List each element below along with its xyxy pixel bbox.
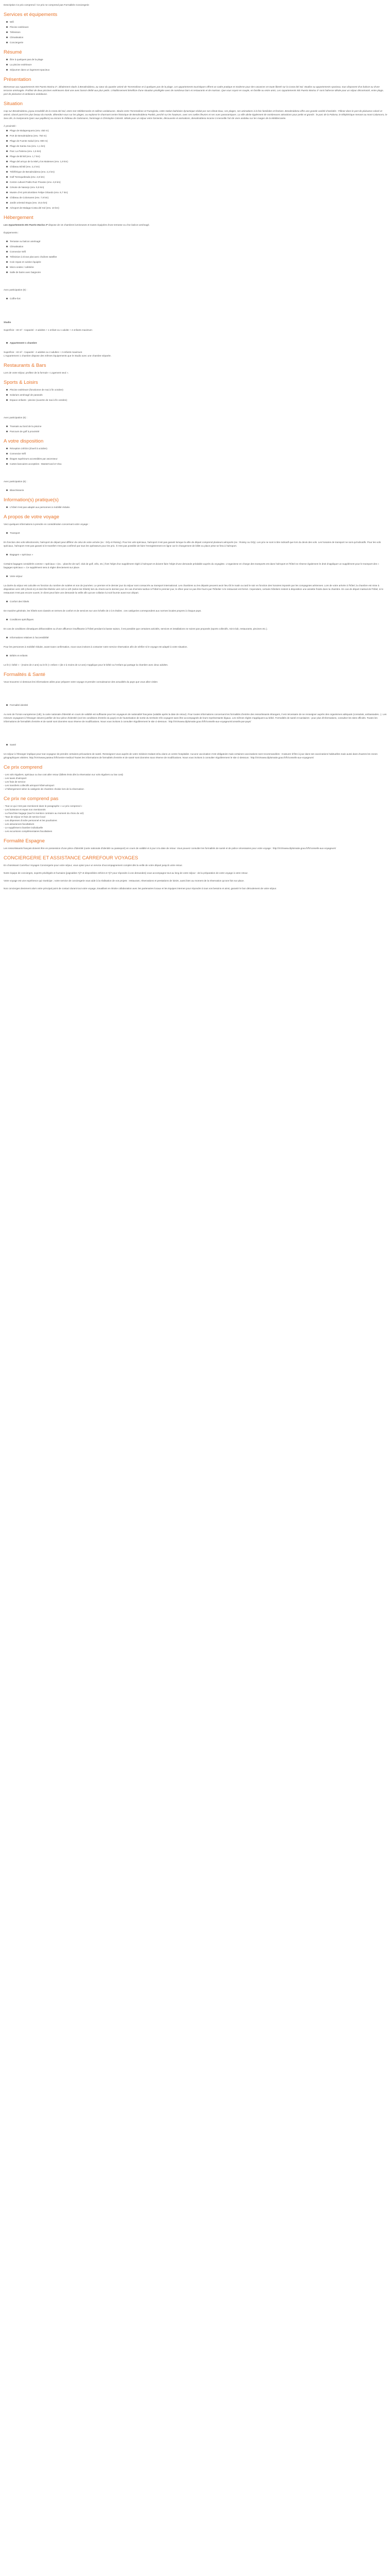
list-item: Piscine extérieure xyxy=(10,25,387,29)
section-info-pratique xyxy=(4,497,387,509)
section-conciergerie xyxy=(4,855,387,890)
list-item: Cartes bancaires acceptées : MasterCard et Visa xyxy=(10,462,387,466)
list-item: Wifi xyxy=(10,20,387,24)
restaurants-text: Lors de votre séjour, profitez de la formule « Logement seul ». xyxy=(4,371,69,374)
sejour-text: La durée du séjour est calculée en fonction du nombre de nuitées et non de journées. Le premier et le dernier jour du séjour sont consacrés au transport international. Les chambres ou les départs peuvent avoir lieu tôt le matin ou tard le soir en fonction des horaires imposés par les compagnies aériennes. Lors de votre arrivée à l'hôtel, la chambre est mise à disposition vers 15h (check-in) et doit être libérée vers 11h à 12h (selon les hôtels) lors du check-out le dernier jour. En cas d'arrivée tardive à l'hôtel le premier jour, le dîner peut ne pas être fourni par l'hôtelier ni le restaurant est fermé. Cependant, certains hôteliers restent à disposition une assiette froide dans la chambre. En cas de départ matinal de l'hôtel, si le restaurant n'est pas encore ouvert, le client peut faire une demande la veille afin qu'une collation lui soit fournie avant son départ. xyxy=(4,584,384,594)
disposition-list xyxy=(4,447,387,466)
formalites-intro: Vous trouverez ci-dessous les informations utiles pour préparer votre voyage et prendre connaissance des actualités du pays que vous allez visiter. xyxy=(4,681,158,683)
info-pratique-list xyxy=(4,505,387,509)
list-item: Transats au bord de la piscine xyxy=(10,425,387,428)
list-item: Plage de Santa Ana (env. 1,1 km) xyxy=(10,144,387,148)
situation-title: Situation xyxy=(4,101,23,107)
ne-comprend-line: - Tout ce qui n'est pas mentionné dans le paragraphe « Le prix comprend » xyxy=(4,805,83,807)
list-item: La piscine extérieure xyxy=(10,63,387,66)
ne-comprend-line: - Les assurances facultatives xyxy=(4,823,35,825)
avec-participation-label: Avec participation (€) : xyxy=(4,416,27,419)
list-item: Réception 24h/24 (d'avril à octobre) xyxy=(10,447,387,450)
section-ce-prix-ne-comprend-pas xyxy=(4,796,387,833)
accessibilite-heading: Informations relatives à l'accessibilité xyxy=(10,636,387,639)
transport-heading-list xyxy=(4,531,387,535)
list-item: Golf Torrequebrada (env. 4,8 km) xyxy=(10,175,387,179)
section-resume xyxy=(4,49,387,72)
comprend-line: - Les vols réguliers, spéciaux ou low cost aller retour (billets émis dès la réservation sur vols réguliers ou low cost) xyxy=(4,773,123,776)
hebergement-title: Hébergement xyxy=(4,215,34,221)
conciergerie-p3: Votre voyage est une expérience qui s'anticipe ; notre service de conciergerie vous aide à la réalisation de vos projets : restaurant, réservations et prestations de loisirs, aussi bien au moment de la réservation qu'une fois sur place. xyxy=(4,879,245,882)
conditions-heading-list xyxy=(4,618,387,621)
restaurants-title: Restaurants & Bars xyxy=(4,363,46,368)
sante-heading: Santé xyxy=(10,743,387,747)
conciergerie-p2: Notre équipe de concierges, experts privilégiés et humains (joignables 7j/7 et disponibles 24h/24 et 7j/7 pour répondre à vos demandes) vous accompagne tout au long de votre séjour : de la préparation de votre voyage à votre retour. xyxy=(4,872,248,874)
sejour-heading-list xyxy=(4,574,387,578)
services-list xyxy=(4,20,387,44)
conciergerie-p1: En choisissant Carrefour Voyages Conciergerie pour votre séjour, vous optez pour un service d'accompagnement complet dès la veille de votre départ jusqu'à votre retour. xyxy=(4,864,183,867)
bagages-heading: Bagages « spéciaux » xyxy=(10,553,387,556)
list-item: Jardin oriental Stupa (env. 15,5 km) xyxy=(10,201,387,205)
bebes-heading-list xyxy=(4,654,387,657)
list-item: Château Bil Bil (env. 2,2 km) xyxy=(10,165,387,168)
accessibilite-text: Pour les personnes à mobilité réduite, avant toute confirmation, nous vous invitons à contacter notre service réservation afin de vérifier si le voyage est adapté à votre situation. xyxy=(4,646,188,648)
list-item: Télévision à écran plat avec chaînes satellite xyxy=(10,255,387,259)
ne-comprend-line: - Taxe de séjour et frais de service local xyxy=(4,816,45,818)
identite-heading-list xyxy=(4,703,387,707)
resume-list xyxy=(4,58,387,72)
disposition-payant-list xyxy=(4,488,387,492)
page-content xyxy=(4,3,387,895)
intro-links[interactable]: Description Ce prix comprend / Ce prix ne comprend pas Formalités Conciergerie xyxy=(4,4,89,6)
list-item: Plage de Bil Bil (env. 1,7 km) xyxy=(10,155,387,158)
info-pratique-title: Information(s) pratique(s) xyxy=(4,497,59,503)
list-item: Château de Colomares (env. 7,9 km) xyxy=(10,196,387,199)
sejour-heading: Votre séjour xyxy=(10,574,387,578)
confort-heading: Confort des hôtels xyxy=(10,600,387,603)
nearby-list xyxy=(4,129,387,210)
bebes-heading: Bébés et enfants xyxy=(10,654,387,657)
sports-title: Sports & Loisirs xyxy=(4,380,38,385)
bebes-text: Le lit (« bébé » - (moins de 2 ans) ou le lit (« enfant » (de 2 à moins de 12 ans) n'applique pour le bébé ou l'enfant qui partage la chambre avec deux adultes. xyxy=(4,664,168,666)
ce-prix-comprend-title: Ce prix comprend xyxy=(4,765,42,770)
accessibilite-heading-list xyxy=(4,636,387,639)
ne-comprend-line: - Le supplément chambre individuelle xyxy=(4,826,43,829)
confort-heading-list xyxy=(4,600,387,603)
confort-text: De manière générale, les hôtels sont classés en termes de confort et de services sur une échelle de 2 à 5 étoiles ; ces catégories correspondent aux normes locales propres à chaque pays. xyxy=(4,609,202,612)
ne-comprend-pas-title: Ce prix ne comprend pas xyxy=(4,796,59,802)
list-item: Séjourner dans un logement spacieux xyxy=(10,68,387,72)
nearby-intro: À proximité : xyxy=(4,125,17,127)
formalite-espagne-title: Formalité Espagne xyxy=(4,838,45,844)
list-item: Salle de bains avec baignoire xyxy=(10,270,387,274)
section-ce-prix-comprend xyxy=(4,765,387,791)
studio-text: Superficie : 33 m² - Capacité : 2 adultes + 1 enfant ou 1 adulte + 2 enfants maximum xyxy=(4,329,92,331)
sports-payant-list xyxy=(4,425,387,433)
ne-comprend-line: - Les dépenses d'ordre personnel et les pourboires xyxy=(4,819,57,822)
avec-participation-label: Avec participation (€) : xyxy=(4,480,27,483)
a-propos-title: A propos de votre voyage xyxy=(4,514,59,520)
sports-list xyxy=(4,388,387,402)
list-item: Plage de Malapesquera (env. 450 m) xyxy=(10,129,387,132)
services-title: Services et équipements xyxy=(4,12,58,18)
disposition-title: A votre disposition xyxy=(4,438,44,444)
conditions-text: En cas de conditions climatiques défavorables ou d'une affluence insuffisante à l'hôtel pendant la basse saison, il est possible que certaines activités, services et installations ne soient pas proposés (sports collectifs, mini-club, restaurants, piscines etc.). xyxy=(4,628,268,630)
section-a-propos xyxy=(4,514,387,667)
appart-list xyxy=(4,341,387,345)
ne-comprend-line: - La franchise bagage (sauf si mention contraire au moment du choix du vol) xyxy=(4,812,84,815)
list-item: Aéroport de Malaga-Costa del Sol (env. 10 km) xyxy=(10,206,387,210)
avec-participation-label: Avec participation (€) : xyxy=(4,289,27,291)
sante-heading-list xyxy=(4,743,387,747)
transport-heading: Transport xyxy=(10,531,387,535)
list-item: Blanchisserie xyxy=(10,488,387,492)
identite-heading: Formalité identité xyxy=(10,703,387,707)
list-item: Micro-ondes / cafetière xyxy=(10,265,387,269)
list-item: Télévision xyxy=(10,30,387,34)
list-item: Espace enfants : piscine (ouverte de mai à fin octobre) xyxy=(10,398,387,402)
transport-text: En fonction des vols sélectionnés, l'aéroport de départ peut différer de celui de votre arrivée (ex : Orly et Roissy). Pour les vols spéciaux, l'aéroport n'est pas garanti lorsque la ville de départ comprend plusieurs aéroports (ex : Roissy ou Orly). Les prix ne sont à titre indicatif que lors du devis des vols. Les horaires de transport ne sont qu'indicatifs. Pour les vols spéciaux, l'aéroport n'est pas garanti si le transfert n'est pas confirmé par tous les opérateurs pour les prix. Il n'est pas possible de faire l'enregistrement en ligne car le changement de billet ou place prise se fera à l'aéroport. xyxy=(4,541,381,547)
list-item: Musée d'Art précolombien Felipe Orlando (env. 6,7 km) xyxy=(10,191,387,194)
list-item: Climatisation xyxy=(10,245,387,248)
resume-title: Résumé xyxy=(4,49,22,55)
formalites-sante-title: Formalités & Santé xyxy=(4,672,45,677)
payant-list xyxy=(4,297,387,300)
list-item: Solarium aménagé de parasols xyxy=(10,393,387,397)
identite-text: Au sein de l'Union européenne (UE), la carte nationale d'identité en cours de validité est suffisante pour les voyageurs de nationalité française (valable après la date de retour). Pour toutes informations concernant les formalités d'entrée des ressortissants étrangers, il est nécessaire de se renseigner auprès des organismes adéquats (consulats, ambassades...). Les mineurs voyageant à l'étranger doivent justifier de leur pièce d'identité (voir les conditions d'entrée du pays) et de l'autorisation de sortie du territoire s'ils voyagent sans être accompagnés de leurs représentants légaux. Les mêmes règles s'appliquent au bébé. Formalités de santé et sanitaires : pour plus d'informations, consultez les sites officiels. Toutes les informations de formalités d'entrée et de santé sont données sous réserve de modifications. Nous vous invitons à consulter régulièrement le site ci-dessous : http://XXXwww.diplomatie.gouv.fr/fr/conseils-aux-voyageurs/conseils-par-pays/ xyxy=(4,713,387,723)
section-formalite-espagne xyxy=(4,838,387,850)
list-item: Étages supérieurs accessibles par ascenseur xyxy=(10,457,387,461)
list-item: Centre culturel Pablo Ruiz Picasso (env. 4,8 km) xyxy=(10,180,387,184)
section-hebergement xyxy=(4,215,387,358)
list-item: Port de Benalmádena (env. 750 m) xyxy=(10,134,387,138)
comprend-line: - Les taxes d'aéroport xyxy=(4,777,27,779)
comprend-line: - Les transferts collectifs aéroport-hôtel-aéroport xyxy=(4,784,55,787)
list-item: Piscine extérieure (fonctionne de mai à fin octobre) xyxy=(10,388,387,392)
a-propos-intro: Voici quelques informations à prendre en considération concernant votre voyage : xyxy=(4,523,89,526)
list-item: Terrasse ou balcon aménagé xyxy=(10,240,387,243)
conciergerie-title: CONCIERGERIE ET ASSISTANCE CARREFOUR VOYAGES xyxy=(4,855,138,861)
list-item: Connexion Wifi xyxy=(10,452,387,455)
section-disposition xyxy=(4,438,387,492)
situation-text: Cap sur Benalmádena, joyau ensoleillé de la Costa del Sol, entre mer Méditerranée et collines andalouses. Située entre Torremolinos et Fuengirola, cette station balnéaire dynamique séduit par son climat doux, ses plages, ses animations à la fois familiales et festives. Benalmádena offre une grande variété d'activités : Flânez dans le port de plaisance coloré et animé, classé parmi les plus beaux du monde, détendez-vous sur les plages, ou explorez le charmant centre historique de Benalmádena Pueblo, perché sur les hauteurs, avec ses ruelles fleuries et ses vues panoramiques. La ville abrite également de nombreuses attractions pour petits et grands : le parc de la Paloma, le téléphérique menant au mont Calamorro, le Sea Life, la mariposario (parc aux papillons) ou encore le château de Colomares, hommage à Christophe Colomb. Idéale pour un séjour entre farniente, découverte et animations, Benalmádena incarne à merveille l'art de vivre andalou sur les rivages de la Méditerranée. xyxy=(4,110,387,120)
section-services xyxy=(4,12,387,44)
section-formalites-sante xyxy=(4,672,387,759)
comprend-line: - L'hébergement selon la catégorie de chambre choisie lors de la réservation xyxy=(4,788,84,790)
list-item: Connexion Wifi xyxy=(10,250,387,253)
list-item: Coin repas et cuisine équipée xyxy=(10,260,387,264)
hebergement-text xyxy=(4,223,387,227)
conditions-heading: Conditions spécifiques xyxy=(10,618,387,621)
ne-comprend-line: - Les boissons et repas non mentionnés xyxy=(4,808,46,811)
comprend-line: - Les frais de service xyxy=(4,781,26,783)
list-item: Téléférique de Benalmádena (env. 2,2 km) xyxy=(10,170,387,174)
bagages-text: Certains bagages considérés comme « spéciaux » (ex. : planche de surf, club de golf, vélo, etc.) font l'objet d'un supplément réglé à l'aéroport et doivent faire l'objet d'une demande préalable auprès du voyagiste. L'organisme en charge des transports est dans l'aéroport et l'hôtel ne réserve également le droit d'appliquer un supplément pour le transport des « bagages spéciaux ». Ce supplément sera à régler directement sur place. xyxy=(4,563,379,569)
hebergement-name: Les Appartements MS Puerto Marina 3* xyxy=(4,224,48,226)
formalite-espagne-text: Les ressortissants français doivent être en possession d'une pièce d'identité (carte nationale d'identité ou passeport) en cours de validité et à jour à la date de retour. Vous pouvez consulter les formalités de santé et de police nécessaires pour votre voyage : http://XXXwww.diplomatie.gouv.fr/fr/conseils-aux-voyageurs/ xyxy=(4,847,336,850)
appart-note: L'Appartement 1 chambre dispose des mêmes équipements que le Studio avec une chambre séparée. xyxy=(4,354,111,357)
list-item: Conciergerie xyxy=(10,41,387,44)
section-presentation xyxy=(4,77,387,96)
section-restaurants xyxy=(4,363,387,375)
appart-label: Appartement 1 chambre xyxy=(10,341,387,345)
presentation-text: Bienvenue aux Appartements MS Puerto Marina 3*, idéalement situés à Benalmádena, au cœur du quartier animé de Torremolinos et à quelques pas de la plage. Les appartements touristiques offrent un cadre pratique et moderne pour des vacances en toute liberté sur la Costa del Sol. Studios ou appartements spacieux, tous disposent d'un balcon ou d'une terrasse aménagée. Profitez de deux piscines extérieures dont une avec bassin dédié aux plus petits. L'établissement bénéficie d'une situation privilégiée avec de nombreux bars et restaurants et de marinas. Que vous soyez en couple, en famille ou entre amis, Les Appartements MS Puerto Marina 3* sont l'adresse idéale pour un séjour décontracté, entre plage, port de plaisance et ambiance andalouse. xyxy=(4,86,384,95)
list-item: Plage de Fuente Salud (env. 900 m) xyxy=(10,139,387,143)
equipements-list xyxy=(4,240,387,274)
section-sports xyxy=(4,380,387,433)
section-situation xyxy=(4,101,387,210)
list-item: Cénote de Naranjo (env. 5,9 km) xyxy=(10,185,387,189)
list-item: Être à quelques pas de la plage xyxy=(10,58,387,61)
list-item: Parcours de golf à proximité xyxy=(10,430,387,433)
list-item: Climatisation xyxy=(10,36,387,39)
bagages-heading-list xyxy=(4,553,387,556)
sante-text: Un séjour à l'étranger implique pour tout voyageur de prendre certaines précautions de santé. Renseignez-vous auprès de votre médecin traitant et/ou dans un centre hospitalier. Aucune vaccination n'est obligatoire mais certaines vaccinations sont recommandées : s'assurer d'être à jour dans ses vaccinations habituelles mais aussi dans d'autres les zones géographiques visitées. http://XXXwww.pasteur.fr/fr/centre-medical Toutes les informations de formalités d'entrée et de santé sont données sous réserve de modifications. Nous vous invitons à consulter régulièrement le site ci-dessous : http://XXXwww.diplomatie.gouv.fr/fr/conseils-aux-voyageurs/ xyxy=(4,753,378,759)
list-item: Parc La Paloma (env. 1,5 km) xyxy=(10,149,387,153)
presentation-title: Présentation xyxy=(4,77,31,82)
equipements-intro: Équipements : xyxy=(4,231,19,234)
list-item: Coffre-fort xyxy=(10,297,387,300)
list-item: Plage del arroyo de la Miel y los Maitenes (env. 1,9 km) xyxy=(10,160,387,163)
hebergement-desc: dispose de 15 chambres lumineuses et toutes équipées d'une terrasse ou d'un balcon aménagé. xyxy=(47,224,150,226)
ne-comprend-line: - Les excursions complémentaires facultatives xyxy=(4,830,52,833)
conciergerie-p4: Nos concierges devienent alors votre principal point de contact durant tout votre voyage, travaillant en étroite collaboration avec les partenaires locaux et les équipes internes pour répondre à tous vos besoins et ainsi, garantir le bon déroulement de votre séjour. xyxy=(4,887,277,890)
studio-label: Studio xyxy=(4,321,11,324)
list-item: L'hôtel n'est pas adapté aux personnes à mobilité réduite. xyxy=(10,505,387,509)
appart-text: Superficie : 43 m² - Capacité : 4 adultes ou 2 adultes + 2 enfants maximum xyxy=(4,351,83,353)
